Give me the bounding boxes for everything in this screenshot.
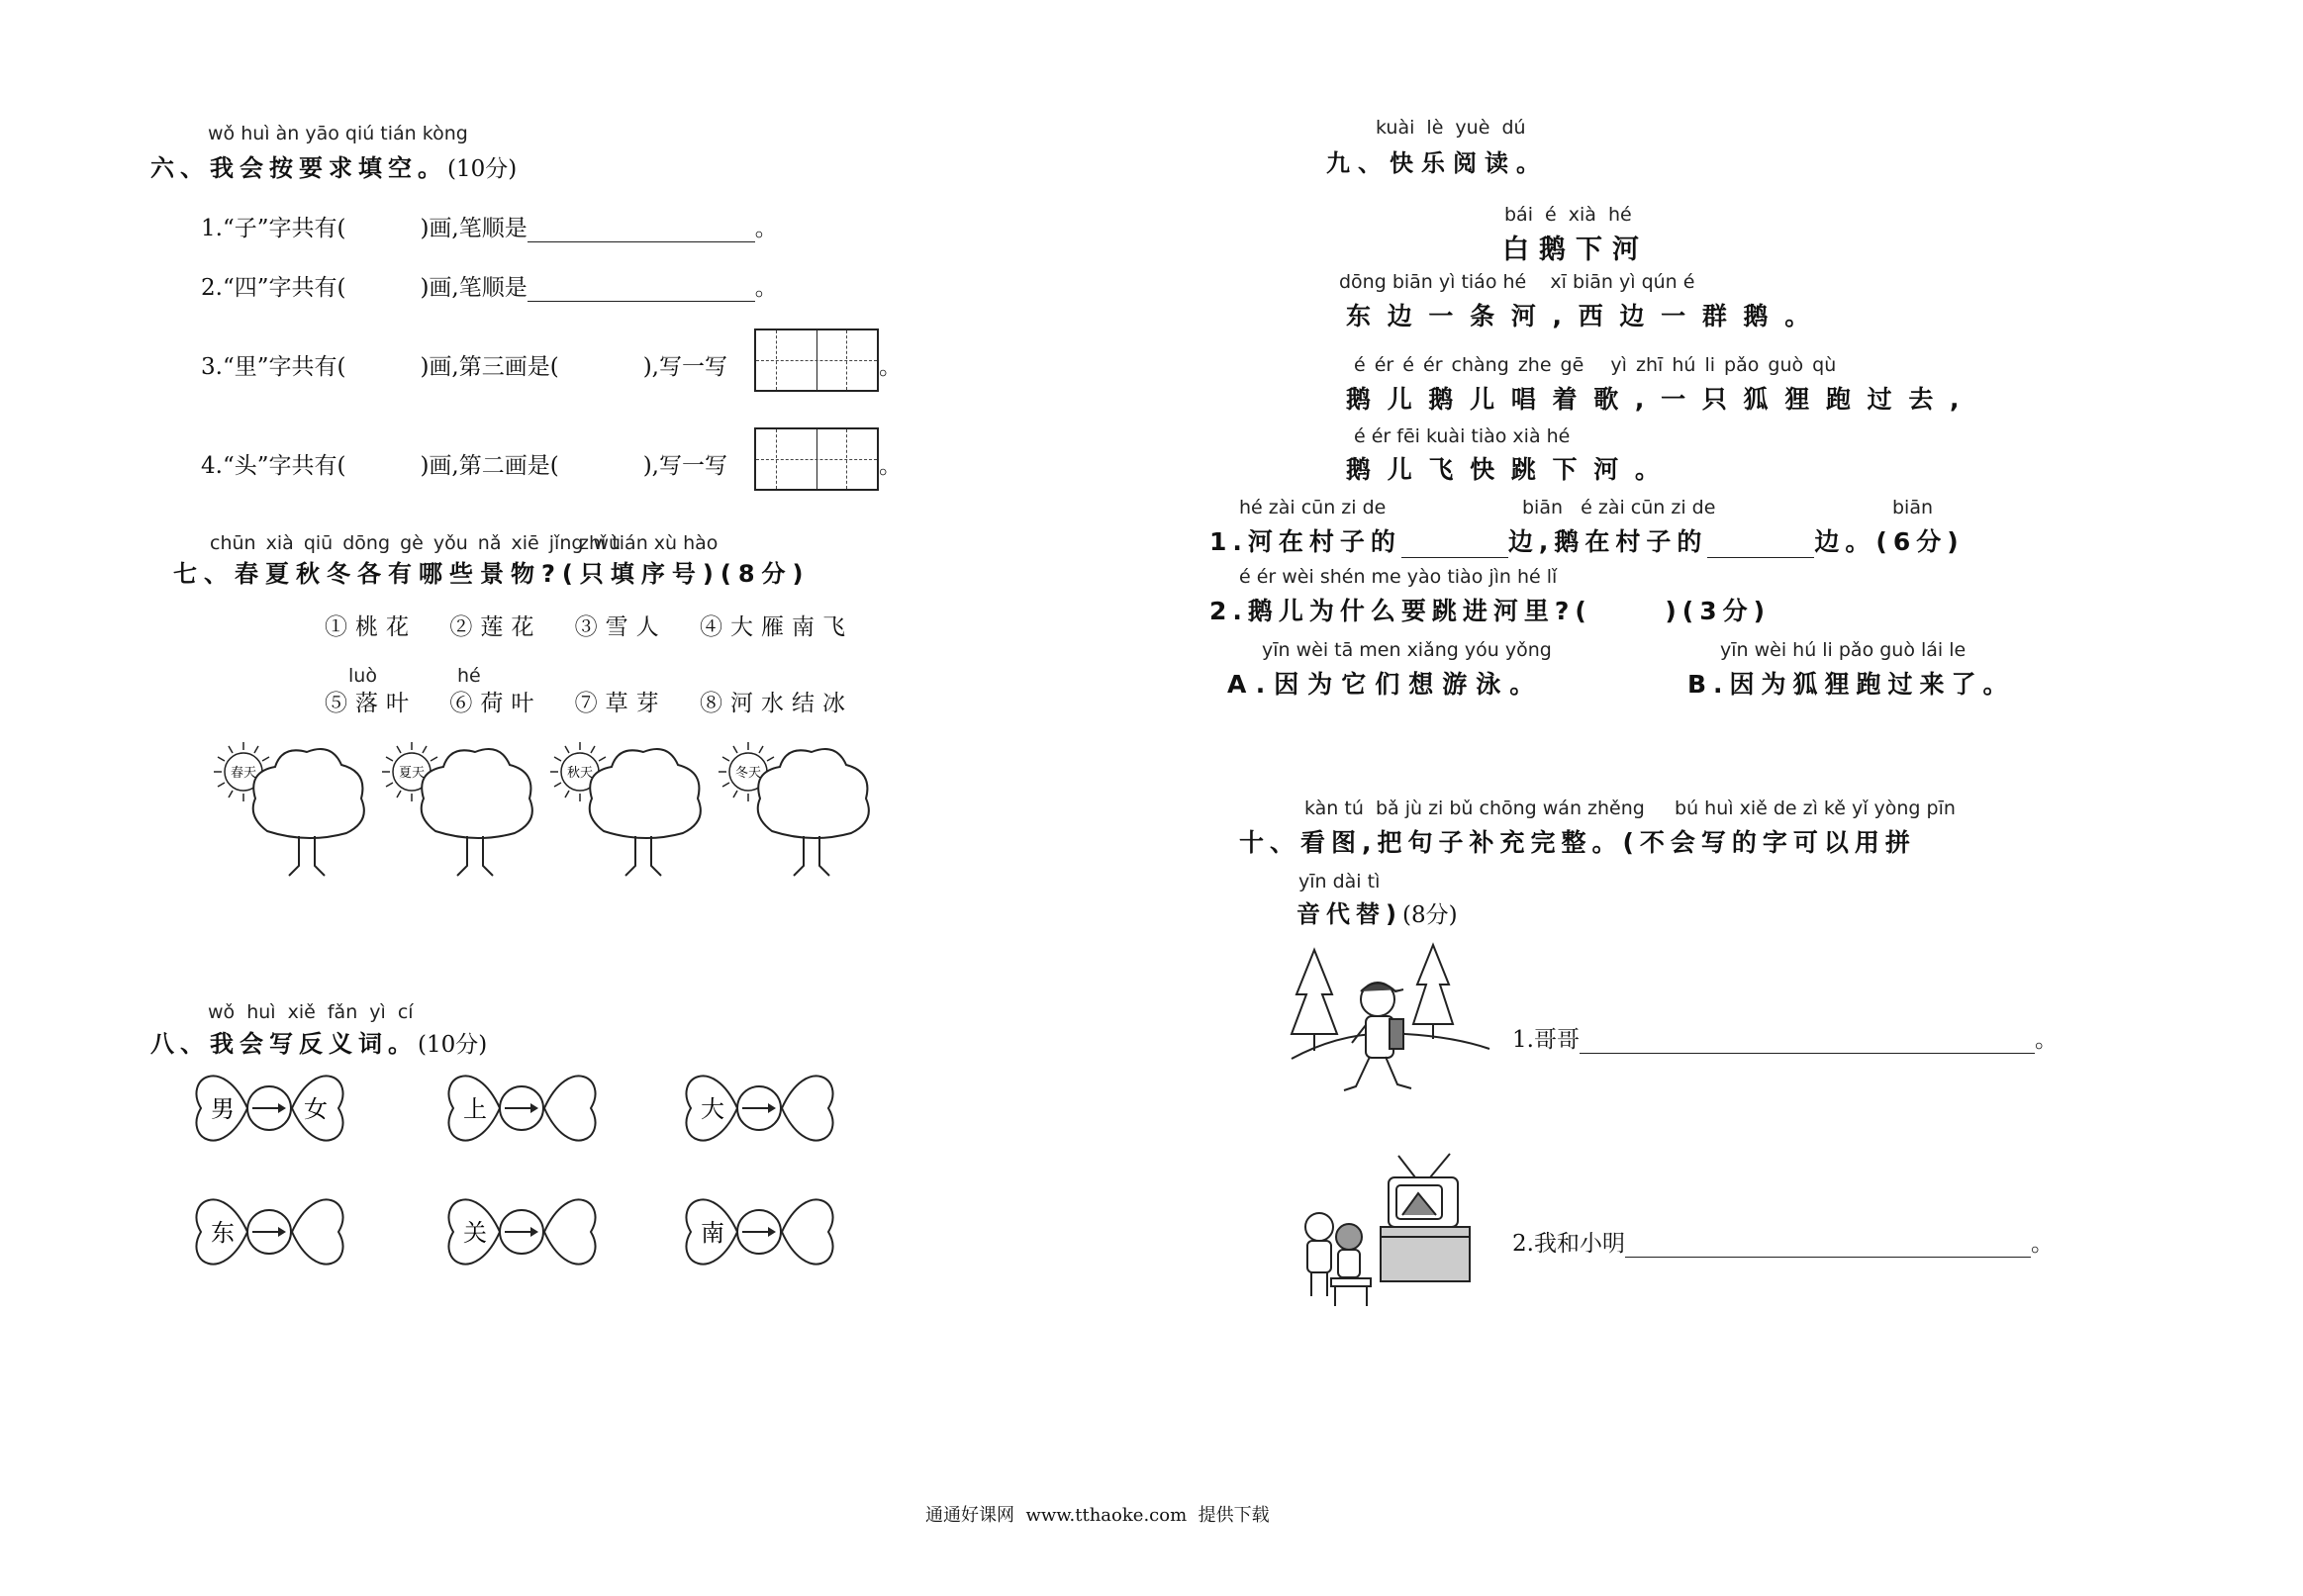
s6-q4-b: )画,第二画是(	[420, 453, 559, 479]
antonym-bow-2[interactable]	[448, 1076, 595, 1140]
antonym-word: 南	[701, 1219, 724, 1247]
s6-q2-a: 2.“四”字共有(	[201, 275, 346, 301]
s10-q2-label: 2.我和小明	[1512, 1231, 1625, 1257]
s7-opt-2: ②莲花	[449, 614, 542, 640]
s8-title: 八、我会写反义词。	[150, 1030, 418, 1058]
s6-score: (10分)	[447, 156, 518, 182]
s10-q1-end: 。	[2034, 1027, 2058, 1053]
s7-pinyin-a: chūn xià qiū dōng gè yǒu nǎ xiē jǐng wù	[210, 532, 622, 554]
s8-heading	[150, 1024, 487, 1059]
tree-trunk	[625, 836, 661, 876]
s6-q4-writing-grid[interactable]	[754, 427, 879, 491]
season-tree-2[interactable]	[382, 742, 532, 876]
s10-title2: 音代替)	[1296, 900, 1402, 928]
footer-credit[interactable]: 通通好课网 www.tthaoke.com 提供下载	[925, 1505, 1270, 1526]
poem-line1: 东 边 一 条 河 , 西 边 一 群 鹅 。	[1346, 302, 1814, 330]
antonym-word: 男	[211, 1095, 235, 1123]
antonym-answer: 女	[304, 1095, 328, 1123]
tree-trunk	[794, 836, 829, 876]
s6-q1-c: 。	[754, 216, 778, 241]
s7-options-row2	[325, 685, 853, 717]
s7-opt-3: ③雪人	[574, 614, 667, 640]
s10-q2	[1512, 1225, 2054, 1258]
s10-q2-blank[interactable]	[1625, 1232, 2031, 1258]
s6-q1-b: )画,笔顺是	[420, 216, 528, 241]
s6-q3-b: )画,第三画是(	[420, 354, 559, 380]
tree-crown	[422, 749, 532, 838]
tree-trunk	[289, 836, 325, 876]
season-label: 秋天	[566, 766, 594, 781]
bow-right-lobe	[292, 1199, 343, 1264]
s10-q2-end: 。	[2030, 1231, 2054, 1257]
s10-title2-wrap	[1296, 894, 1458, 929]
s10-score: (8分)	[1401, 902, 1458, 928]
antonym-bows	[193, 1074, 866, 1291]
s6-q1-blank[interactable]	[528, 217, 755, 242]
poem-title-pinyin: bái é xià hé	[1504, 204, 1632, 226]
s9-q1-c: 边。(6分)	[1814, 527, 1965, 556]
s6-q2-blank[interactable]	[528, 276, 755, 302]
s6-q4-a: 4.“头”字共有(	[201, 453, 346, 479]
s6-q1-a: 1.“子”字共有(	[201, 216, 346, 241]
tree-crown	[253, 749, 364, 838]
s6-q4	[201, 447, 727, 480]
s7-opt-4: ④大雁南飞	[699, 614, 853, 640]
s10-q1-blank[interactable]	[1580, 1028, 2035, 1054]
s6-q2	[201, 269, 778, 302]
s7-pinyin-b: zhǐ tián xù hào	[579, 532, 719, 554]
kids-watching-tv-illustration	[1282, 1148, 1489, 1326]
s7-pinyin-luo: luò	[348, 665, 377, 687]
s6-heading	[150, 148, 517, 183]
s6-pinyin: wǒ huì àn yāo qiú tián kòng	[208, 123, 468, 144]
s9-q1	[1209, 522, 1965, 558]
poem-line3: 鹅 儿 飞 快 跳 下 河 。	[1346, 455, 1664, 484]
s9-option-b-pinyin: yīn wèi hú li pǎo guò lái le	[1720, 639, 1967, 661]
tree-crown	[590, 749, 701, 838]
bow-right-lobe	[782, 1199, 833, 1264]
s7-options-row1	[325, 609, 853, 641]
s9-pinyin: kuài lè yuè dú	[1376, 117, 1526, 139]
poem-line1-pinyin: dōng biān yì tiáo hé xī biān yì qún é	[1339, 271, 1695, 293]
s10-pinyin: kàn tú bǎ jù zi bǔ chōng wán zhěng bú huì xiě de zì kě yǐ yòng pīn	[1304, 798, 1956, 819]
bow-right-lobe	[782, 1076, 833, 1140]
s6-q4-c: ),写一写	[642, 453, 727, 479]
antonym-word: 东	[211, 1219, 235, 1247]
antonym-bow-3[interactable]	[686, 1076, 832, 1140]
s7-opt-6: ⑥荷叶	[449, 691, 542, 716]
poem-line2: 鹅 儿 鹅 儿 唱 着 歌 , 一 只 狐 狸 跑 过 去 ,	[1346, 385, 1964, 414]
antonym-bow-1[interactable]	[196, 1076, 342, 1140]
season-tree-1[interactable]	[214, 742, 364, 876]
poem-line3-pinyin: é ér fēi kuài tiào xià hé	[1354, 425, 1571, 447]
bow-right-lobe	[544, 1199, 596, 1264]
season-trees	[208, 737, 920, 895]
antonym-word: 关	[463, 1219, 487, 1247]
s9-q2-pinyin: é ér wèi shén me yào tiào jìn hé lǐ	[1239, 566, 1558, 588]
s10-q1-label: 1.哥哥	[1512, 1027, 1580, 1053]
s6-q3-end: 。	[879, 354, 902, 380]
s9-q1-blank2[interactable]	[1707, 530, 1814, 559]
s9-q2: 2.鹅儿为什么要跳进河里?( )(3分)	[1209, 597, 1772, 625]
bow-right-lobe	[544, 1076, 596, 1140]
s6-q3-a: 3.“里”字共有(	[201, 354, 346, 380]
s10-q1	[1512, 1021, 2058, 1054]
s9-q1-pinyin-b: biān é zài cūn zi de	[1522, 497, 1716, 518]
s10-pinyin2: yīn dài tì	[1298, 871, 1381, 892]
antonym-bow-4[interactable]	[196, 1199, 342, 1264]
season-label: 冬天	[734, 766, 762, 781]
s6-q3-c: ),写一写	[642, 354, 727, 380]
s9-title: 九、快乐阅读。	[1326, 149, 1548, 177]
s9-option-a[interactable]: A.因为它们想游泳。	[1227, 670, 1544, 699]
s6-q3	[201, 348, 727, 381]
s6-q4-end: 。	[879, 453, 902, 479]
s7-opt-7: ⑦草芽	[574, 691, 667, 716]
season-label: 春天	[230, 766, 257, 781]
s6-q2-b: )画,笔顺是	[420, 275, 528, 301]
s7-opt-1: ①桃花	[325, 614, 417, 640]
season-tree-4[interactable]	[719, 742, 869, 876]
tree-crown	[758, 749, 869, 838]
antonym-word: 上	[463, 1095, 487, 1123]
s6-title: 六、我会按要求填空。	[150, 154, 447, 182]
s9-q1-a: 1.河在村子的	[1209, 527, 1401, 556]
s6-q2-c: 。	[754, 275, 778, 301]
s9-q1-b: 边,鹅在村子的	[1507, 527, 1708, 556]
antonym-bow-5[interactable]	[448, 1199, 595, 1264]
poem-line2-pinyin: é ér é ér chàng zhe gē yì zhī hú li pǎo guò qù	[1354, 354, 1837, 376]
s9-option-b[interactable]: B.因为狐狸跑过来了。	[1687, 670, 2015, 699]
season-tree-3[interactable]	[550, 742, 701, 876]
antonym-bow-6[interactable]	[686, 1199, 832, 1264]
antonym-word: 大	[701, 1095, 724, 1123]
s8-score: (10分)	[418, 1032, 488, 1058]
s10-title: 十、看图,把句子补充完整。(不会写的字可以用拼	[1239, 828, 1916, 857]
s7-title: 七、春夏秋冬各有哪些景物?(只填序号)(8分)	[173, 560, 811, 588]
season-label: 夏天	[398, 766, 426, 781]
s7-opt-5: ⑤落叶	[325, 691, 417, 716]
boy-walking-illustration	[1287, 940, 1494, 1123]
s9-option-a-pinyin: yīn wèi tā men xiǎng yóu yǒng	[1262, 639, 1552, 661]
s9-q1-pinyin-c: biān	[1892, 497, 1934, 518]
s7-opt-8: ⑧河水结冰	[699, 691, 853, 716]
s9-q1-blank1[interactable]	[1401, 530, 1508, 559]
s8-pinyin: wǒ huì xiě fǎn yì cí	[208, 1001, 414, 1023]
s7-pinyin-he: hé	[457, 665, 481, 687]
tree-trunk	[457, 836, 493, 876]
s6-q1	[201, 210, 778, 242]
s6-q3-writing-grid[interactable]	[754, 329, 879, 392]
poem-title: 白鹅下河	[1502, 235, 1649, 265]
s9-q1-pinyin-a: hé zài cūn zi de	[1239, 497, 1387, 518]
